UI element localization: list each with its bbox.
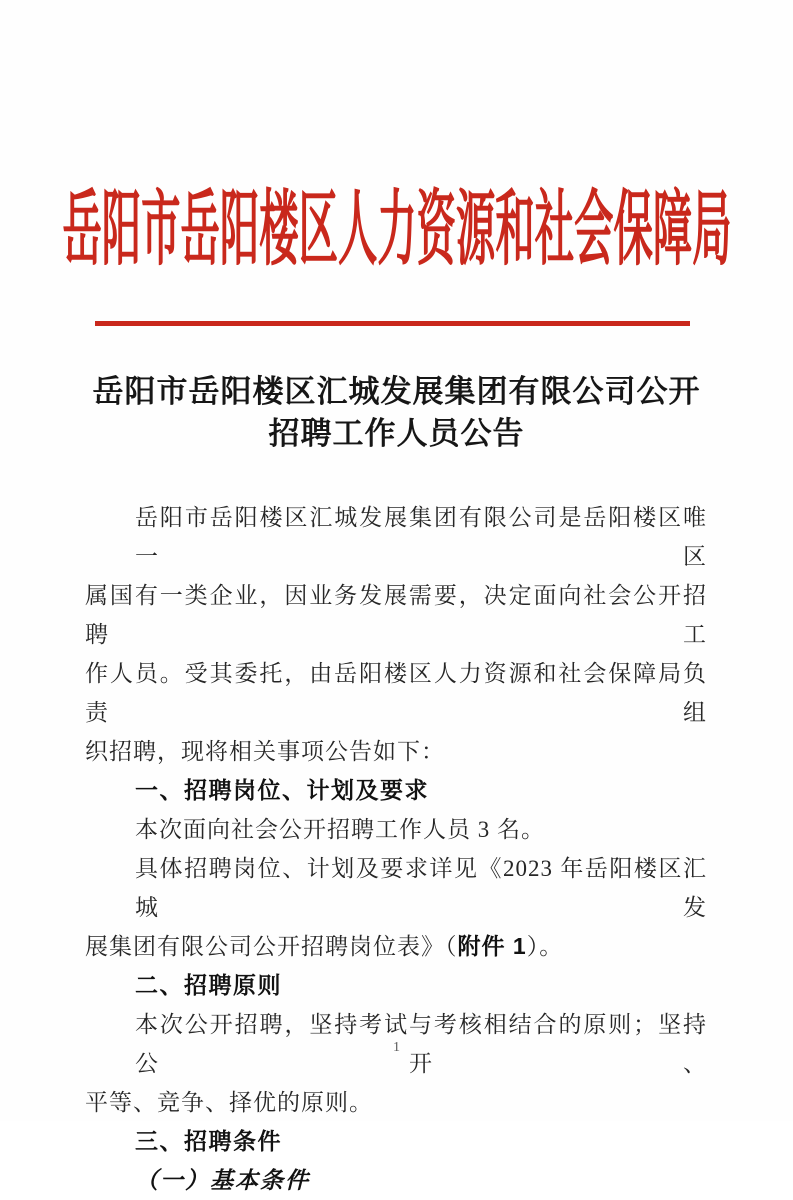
paragraph-line: 属国有一类企业，因业务发展需要，决定面向社会公开招聘工 xyxy=(85,583,707,647)
paragraph-line: 织招聘，现将相关事项公告如下： xyxy=(85,739,445,764)
document-title-line1: 岳阳市岳阳楼区汇城发展集团有限公司公开 xyxy=(92,374,701,409)
red-divider xyxy=(95,321,690,326)
sub-section-heading: （一）基本条件 xyxy=(135,1168,310,1193)
letterhead xyxy=(0,178,793,282)
page-number: 1 xyxy=(393,1040,400,1055)
section-heading-3: 三、招聘条件 xyxy=(135,1128,282,1154)
document-body xyxy=(85,498,707,1200)
page-footer xyxy=(0,1040,793,1056)
letterhead-title: 岳阳市岳阳楼区人力资源和社会保障局 xyxy=(61,184,732,275)
paragraph-line: 本次面向社会公开招聘工作人员 3 名。 xyxy=(135,817,545,842)
section-heading-1: 一、招聘岗位、计划及要求 xyxy=(135,777,429,803)
paragraph-line: 具体招聘岗位、计划及要求详见《2023 年岳阳楼区汇城发 xyxy=(135,856,707,920)
attachment-reference: 附件 1 xyxy=(457,933,527,959)
document-title xyxy=(0,371,793,455)
paragraph-segment: 展集团有限公司公开招聘岗位表》（ xyxy=(85,934,458,959)
paragraph-segment: ）。 xyxy=(526,934,564,959)
paragraph-line xyxy=(85,927,707,966)
document-title-line2: 招聘工作人员公告 xyxy=(268,416,525,451)
paragraph-line: 本次公开招聘，坚持考试与考核相结合的原则；坚持公开、 xyxy=(135,1012,707,1076)
section-heading-2: 二、招聘原则 xyxy=(135,972,282,998)
paragraph-line: 平等、竞争、择优的原则。 xyxy=(85,1090,373,1115)
paragraph-line: 作人员。受其委托，由岳阳楼区人力资源和社会保障局负责组 xyxy=(85,661,707,725)
paragraph-line: 岳阳市岳阳楼区汇城发展集团有限公司是岳阳楼区唯一区 xyxy=(135,505,707,569)
